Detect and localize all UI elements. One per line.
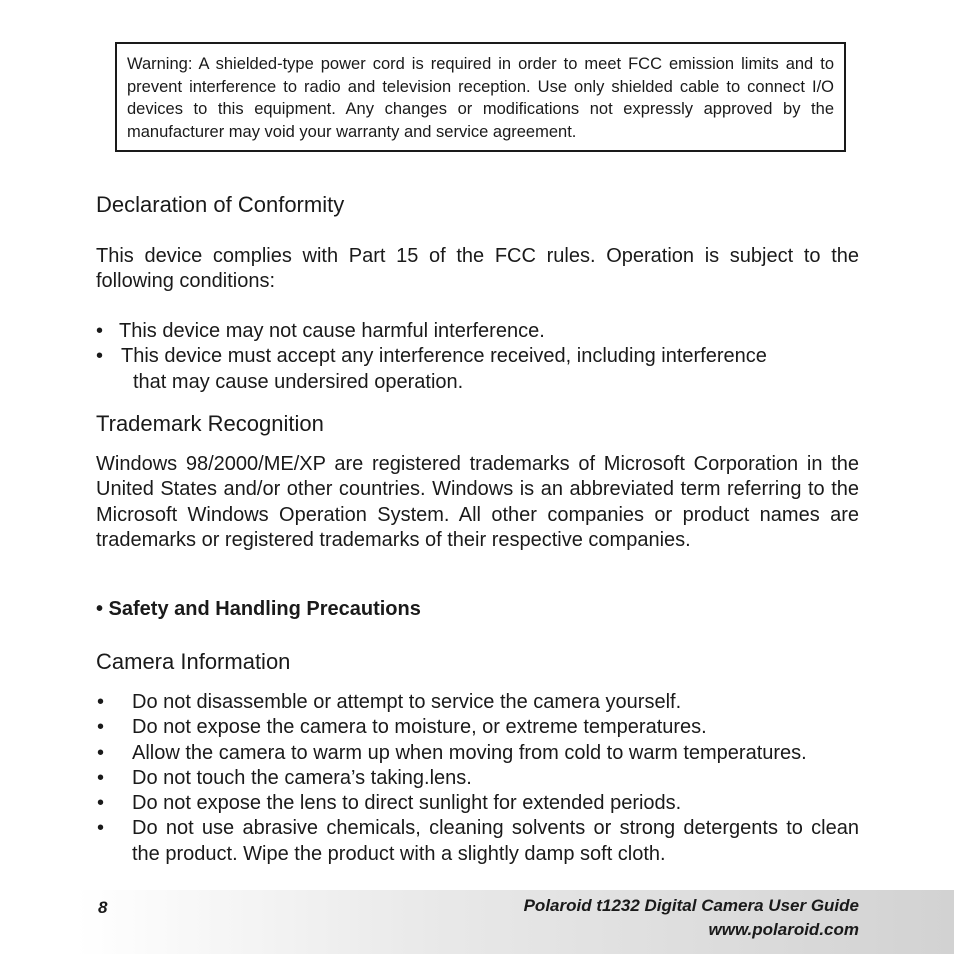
list-item: • Do not expose the lens to direct sunlight for extended periods. xyxy=(96,791,859,816)
guide-url: www.polaroid.com xyxy=(708,920,859,939)
bullet-icon: • xyxy=(96,320,104,342)
bullet-icon: • xyxy=(97,741,105,764)
bullet-icon: • xyxy=(97,817,105,840)
conformity-heading: Declaration of Conformity xyxy=(96,192,345,217)
camera-info-list xyxy=(96,690,859,867)
bullet-icon: • xyxy=(97,691,105,713)
trademark-heading: Trademark Recognition xyxy=(96,411,324,436)
trademark-text: Windows 98/2000/ME/XP are registered trademarks of Microsoft Corporation in the United States and/or other countries. Windows is an abbreviated term referring to the Microsoft Windows Operation System. All other companies or product names are trademarks or registered trademarks of their respective companies. xyxy=(96,453,859,551)
list-item: • Allow the camera to warm up when moving from cold to warm temperatures. xyxy=(96,741,859,766)
list-item: • Do not touch the camera’s taking.lens. xyxy=(96,766,859,791)
bullet-icon: • xyxy=(96,345,104,368)
list-item: • Do not expose the camera to moisture, or extreme temperatures. xyxy=(96,715,859,740)
list-item: • This device must accept any interference received, including interference that may cause undersired operation. xyxy=(96,345,767,393)
camera-info-heading: Camera Information xyxy=(96,649,291,674)
conformity-conditions-list xyxy=(96,319,859,395)
conformity-intro: This device complies with Part 15 of the FCC rules. Operation is subject to the following conditions: xyxy=(96,245,859,293)
list-item: • Do not use abrasive chemicals, cleaning solvents or strong detergents to clean the product. Wipe the product with a slightly damp soft cloth. xyxy=(97,817,859,865)
fcc-warning-box: Warning: A shielded-type power cord is required in order to meet FCC emission limits and to prevent interference to radio and television reception. Use only shielded cable to connect I/O devices to this equipment. Any changes or modifications not expressly approved by the manufacturer may void your warranty and service agreement. xyxy=(115,42,846,152)
list-item: • Do not disassemble or attempt to service the camera yourself. xyxy=(96,690,859,715)
guide-title: Polaroid t1232 Digital Camera User Guide xyxy=(523,896,859,915)
bullet-icon: • xyxy=(97,792,105,815)
page-number: 8 xyxy=(98,898,108,917)
bullet-icon: • xyxy=(97,716,105,739)
bullet-icon: • xyxy=(97,766,105,789)
safety-heading: • Safety and Handling Precautions xyxy=(96,598,421,620)
list-item: • This device may not cause harmful interference. xyxy=(96,319,859,344)
